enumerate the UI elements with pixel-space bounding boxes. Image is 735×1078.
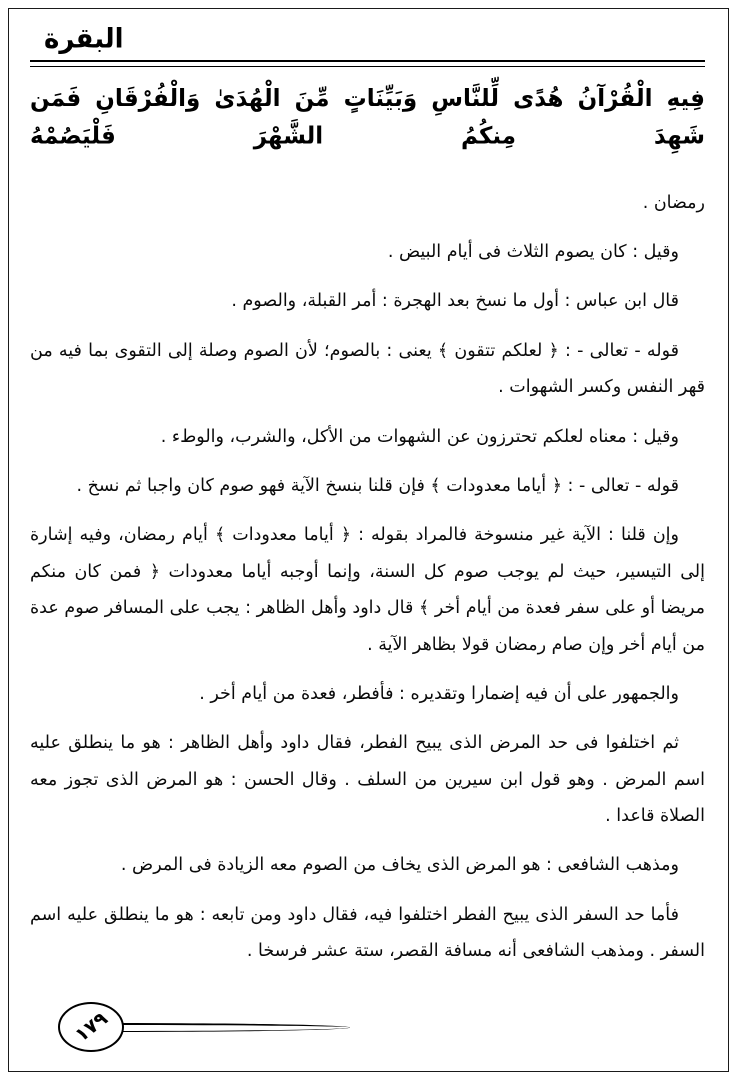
- surah-title: البقرة: [44, 23, 124, 55]
- paragraph: وقيل : معناه لعلكم تحترزون عن الشهوات من الأكل، والشرب، والوطء .: [160, 426, 679, 447]
- paragraph: وقيل : كان يصوم الثلاث فى أيام البيض .: [387, 241, 679, 262]
- paragraph: ثم اختلفوا فى حد المرض الذى يبيح الفطر، فقال داود وأهل الظاهر : هو ما ينطلق عليه اسم المرض . وهو قول ابن سيرين من السلف . وقال الحسن : هو المرض الذى تجوز معه الصلاة قاعدا .: [30, 733, 705, 827]
- header-double-rule: [30, 60, 705, 67]
- page-header: [30, 18, 705, 58]
- paragraph: رمضان .: [642, 192, 705, 213]
- paragraph: قال ابن عباس : أول ما نسخ بعد الهجرة : أمر القبلة، والصوم .: [231, 291, 679, 312]
- quran-verse: فِيهِ الْقُرْآنُ هُدًى لِّلنَّاسِ وَبَيِّنَاتٍ مِّنَ الْهُدَىٰ وَالْفُرْقَانِ فَمَن شَهِدَ مِنكُمُ الشَّهْرَ فَلْيَصُمْهُ: [30, 85, 705, 150]
- page-number-oval: [58, 1002, 124, 1052]
- paragraph: والجمهور على أن فيه إضمارا وتقديره : فأفطر، فعدة من أيام أخر .: [199, 683, 679, 704]
- page-number: ١٧٩: [70, 1007, 112, 1047]
- body-text: [30, 185, 705, 970]
- page-footer: [0, 996, 735, 1056]
- paragraph: قوله - تعالى - : ﴿ أياما معدودات ﴾ فإن قلنا بنسخ الآية فهو صوم كان واجبا ثم نسخ .: [76, 475, 679, 496]
- paragraph: قوله - تعالى - : ﴿ لعلكم تتقون ﴾ يعنى : بالصوم؛ لأن الصوم وصلة إلى التقوى بما فيه من قهر النفس وكسر الشهوات .: [30, 340, 705, 398]
- paragraph: فأما حد السفر الذى يبيح الفطر اختلفوا فيه، فقال داود ومن تابعه : هو ما ينطلق عليه اسم السفر . ومذهب الشافعى أنه مسافة القصر، ستة عشر فرسخا .: [30, 904, 705, 962]
- paragraph: وإن قلنا : الآية غير منسوخة فالمراد بقوله : ﴿ أياما معدودات ﴾ أيام رمضان، وفيه إشارة إلى التيسير، حيث لم يوجب صوم كل السنة، وإنما أوجبه أياما معدودات ﴿ فمن كان منكم مريضا أو على سفر فعدة من أيام أخر ﴾ قال داود وأهل الظاهر : يجب على المسافر صوم عدة من أيام أخر وإن صام رمضان قولا بظاهر الآية .: [30, 525, 705, 655]
- paragraph: ومذهب الشافعى : هو المرض الذى يخاف من الصوم معه الزيادة فى المرض .: [120, 855, 679, 876]
- footer-decorative-lines: [112, 1023, 350, 1032]
